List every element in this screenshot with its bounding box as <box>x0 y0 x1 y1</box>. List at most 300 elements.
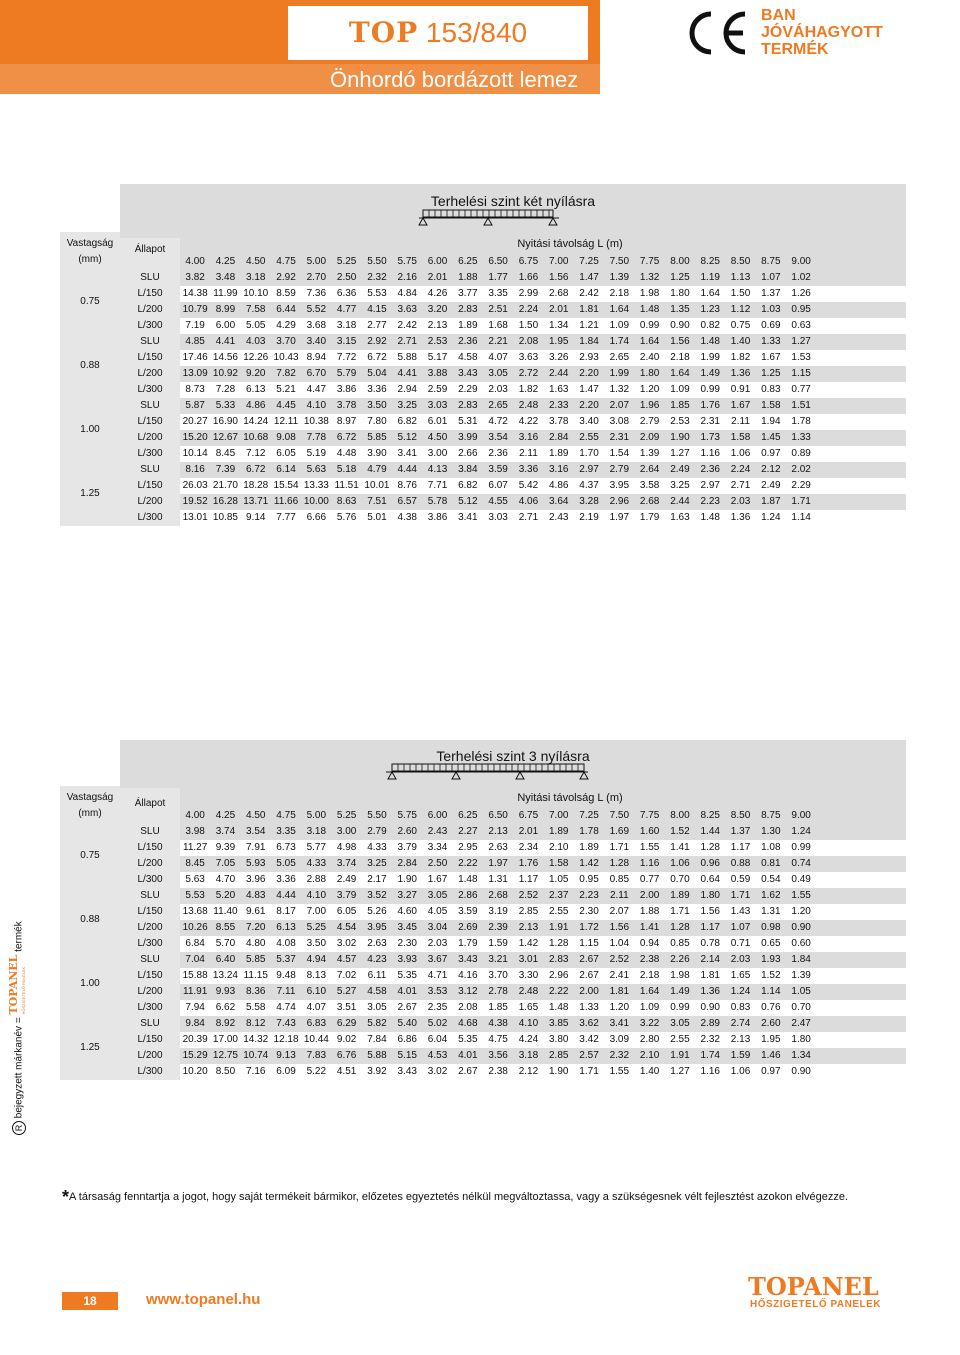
value-cell: 3.26 <box>549 352 569 363</box>
value-cell: 5.04 <box>367 368 387 379</box>
value-cell: 1.24 <box>761 512 781 523</box>
value-cell: 2.93 <box>579 352 599 363</box>
value-cell: 6.72 <box>336 432 357 443</box>
value-cell: 2.36 <box>458 336 478 347</box>
value-cell: 11.40 <box>213 906 238 917</box>
value-cell: 1.81 <box>609 986 630 997</box>
value-cell: 4.70 <box>215 874 236 885</box>
value-cell: 1.44 <box>700 826 720 837</box>
value-cell: 2.96 <box>549 970 569 981</box>
value-cell: 2.47 <box>791 1018 811 1029</box>
value-cell: 2.53 <box>670 416 690 427</box>
value-cell: 1.59 <box>730 1050 751 1061</box>
value-cell: 3.50 <box>306 938 327 949</box>
value-cell: 2.63 <box>367 938 387 949</box>
value-cell: 12.18 <box>273 1034 299 1045</box>
value-cell: 10.00 <box>303 496 329 507</box>
value-cell: 6.13 <box>246 384 266 395</box>
value-cell: 6.70 <box>306 368 327 379</box>
state-cell: L/150 <box>137 970 163 981</box>
value-cell: 4.26 <box>427 288 448 299</box>
value-cell: 7.83 <box>306 1050 327 1061</box>
value-cell: 1.06 <box>670 858 690 869</box>
value-cell: 2.19 <box>579 512 599 523</box>
value-cell: 3.18 <box>246 272 266 283</box>
value-cell: 1.63 <box>670 512 690 523</box>
value-cell: 1.40 <box>730 336 751 347</box>
value-cell: 0.65 <box>761 938 781 949</box>
state-cell: L/200 <box>137 432 163 443</box>
state-cell: L/150 <box>137 1034 163 1045</box>
span-value-cell: 8.00 <box>670 256 690 267</box>
value-cell: 2.23 <box>700 496 720 507</box>
product-title <box>288 6 588 60</box>
thickness-value: 1.00 <box>80 978 100 989</box>
value-cell: 1.09 <box>639 1002 660 1013</box>
value-cell: 5.58 <box>246 1002 266 1013</box>
value-cell: 1.17 <box>518 874 539 885</box>
value-cell: 0.71 <box>730 938 751 949</box>
span-value-cell: 6.75 <box>518 810 539 821</box>
value-cell: 2.44 <box>670 496 690 507</box>
value-cell: 3.09 <box>609 1034 630 1045</box>
value-cell: 3.43 <box>458 368 478 379</box>
value-cell: 1.80 <box>700 890 720 901</box>
value-cell: 1.28 <box>549 938 569 949</box>
value-cell: 9.08 <box>276 432 296 443</box>
value-cell: 4.48 <box>336 448 357 459</box>
value-cell: 2.48 <box>518 986 539 997</box>
value-cell: 5.63 <box>306 464 327 475</box>
value-cell: 4.44 <box>397 464 417 475</box>
value-cell: 7.84 <box>367 1034 387 1045</box>
value-cell: 7.94 <box>185 1002 205 1013</box>
value-cell: 1.63 <box>549 384 569 395</box>
value-cell: 3.48 <box>215 272 236 283</box>
value-cell: 3.27 <box>397 890 417 901</box>
value-cell: 3.82 <box>185 272 205 283</box>
span-value-cell: 4.00 <box>185 256 205 267</box>
span-value-cell: 6.50 <box>488 256 508 267</box>
value-cell: 10.20 <box>182 1066 208 1077</box>
value-cell: 4.05 <box>427 906 448 917</box>
value-cell: 1.15 <box>791 368 811 379</box>
value-cell: 5.25 <box>306 922 327 933</box>
value-cell: 4.08 <box>276 938 296 949</box>
value-cell: 1.89 <box>458 320 478 331</box>
value-cell: 2.29 <box>791 480 811 491</box>
value-cell: 0.60 <box>791 938 811 949</box>
value-cell: 21.70 <box>212 480 238 491</box>
value-cell: 2.35 <box>427 1002 448 1013</box>
value-cell: 1.99 <box>700 352 720 363</box>
value-cell: 1.55 <box>609 1066 630 1077</box>
disclaimer-footnote <box>62 1187 912 1207</box>
value-cell: 0.90 <box>670 320 690 331</box>
value-cell: 2.89 <box>700 1018 720 1029</box>
value-cell: 5.17 <box>427 352 448 363</box>
value-cell: 5.22 <box>306 1066 327 1077</box>
value-cell: 1.88 <box>458 272 478 283</box>
value-cell: 17.46 <box>182 352 208 363</box>
value-cell: 1.48 <box>639 304 660 315</box>
value-cell: 3.80 <box>549 1034 569 1045</box>
value-cell: 1.87 <box>761 496 781 507</box>
value-cell: 1.20 <box>639 384 660 395</box>
value-cell: 11.15 <box>243 970 268 981</box>
value-cell: 5.63 <box>185 874 205 885</box>
value-cell: 1.31 <box>488 874 508 885</box>
span-value-cell: 4.25 <box>215 256 236 267</box>
value-cell: 2.67 <box>397 1002 417 1013</box>
value-cell: 2.13 <box>488 826 508 837</box>
value-cell: 2.92 <box>367 336 387 347</box>
span-value-cell: 5.00 <box>306 810 327 821</box>
value-cell: 3.16 <box>549 464 569 475</box>
value-cell: 1.74 <box>700 1050 720 1061</box>
badge-line-3: TERMÉK <box>761 41 829 58</box>
value-cell: 5.42 <box>518 480 539 491</box>
value-cell: 1.76 <box>518 858 539 869</box>
value-cell: 5.93 <box>246 858 266 869</box>
value-cell: 5.20 <box>215 890 236 901</box>
value-cell: 1.20 <box>609 1002 630 1013</box>
value-cell: 13.71 <box>243 496 269 507</box>
value-cell: 1.74 <box>609 336 630 347</box>
value-cell: 1.76 <box>700 400 720 411</box>
value-cell: 2.50 <box>336 272 357 283</box>
value-cell: 5.78 <box>427 496 448 507</box>
value-cell: 0.85 <box>670 938 690 949</box>
value-cell: 0.70 <box>791 1002 811 1013</box>
value-cell: 1.39 <box>609 272 630 283</box>
thickness-value: 0.75 <box>80 296 100 307</box>
value-cell: 7.43 <box>276 1018 296 1029</box>
footnote-star: * <box>62 1187 70 1207</box>
value-cell: 4.94 <box>306 954 327 965</box>
value-cell: 8.17 <box>276 906 296 917</box>
value-cell: 2.24 <box>518 304 539 315</box>
value-cell: 1.71 <box>609 842 630 853</box>
value-cell: 0.99 <box>670 1002 690 1013</box>
span-value-cell: 6.00 <box>427 810 448 821</box>
value-cell: 2.50 <box>427 858 448 869</box>
span-value-cell: 4.75 <box>276 256 296 267</box>
value-cell: 1.27 <box>670 1066 690 1077</box>
span-value-cell: 6.75 <box>518 256 539 267</box>
value-cell: 1.82 <box>730 352 751 363</box>
value-cell: 1.05 <box>549 874 569 885</box>
value-cell: 6.05 <box>336 906 357 917</box>
value-cell: 1.85 <box>670 400 690 411</box>
value-cell: 1.56 <box>700 906 720 917</box>
value-cell: 1.36 <box>730 512 751 523</box>
value-cell: 15.54 <box>273 480 299 491</box>
value-cell: 6.07 <box>488 480 508 491</box>
state-cell: L/150 <box>137 352 163 363</box>
value-cell: 2.88 <box>306 874 327 885</box>
value-cell: 0.97 <box>761 1066 781 1077</box>
value-cell: 5.35 <box>397 970 417 981</box>
value-cell: 4.07 <box>306 1002 327 1013</box>
value-cell: 4.10 <box>306 890 327 901</box>
value-cell: 2.68 <box>639 496 660 507</box>
value-cell: 19.52 <box>182 496 208 507</box>
span-value-cell: 7.50 <box>609 256 630 267</box>
state-cell: L/300 <box>137 1066 163 1077</box>
value-cell: 2.12 <box>761 464 781 475</box>
value-cell: 7.16 <box>246 1066 266 1077</box>
value-cell: 3.25 <box>397 400 417 411</box>
value-cell: 2.79 <box>609 464 630 475</box>
span-value-cell: 5.25 <box>336 810 357 821</box>
value-cell: 1.71 <box>670 906 690 917</box>
value-cell: 2.17 <box>367 874 387 885</box>
state-cell: L/200 <box>137 304 163 315</box>
value-cell: 1.97 <box>609 512 630 523</box>
value-cell: 5.70 <box>215 938 236 949</box>
value-cell: 2.39 <box>488 922 508 933</box>
value-cell: 3.34 <box>427 842 448 853</box>
value-cell: 2.08 <box>458 1002 478 1013</box>
value-cell: 2.49 <box>761 480 781 491</box>
value-cell: 8.97 <box>336 416 357 427</box>
value-cell: 1.39 <box>791 970 811 981</box>
value-cell: 1.45 <box>761 432 781 443</box>
value-cell: 7.11 <box>276 986 296 997</box>
website-link[interactable]: www.topanel.hu <box>146 1291 261 1308</box>
value-cell: 1.36 <box>730 368 751 379</box>
value-cell: 4.85 <box>185 336 205 347</box>
state-cell: SLU <box>140 400 160 411</box>
value-cell: 3.70 <box>488 970 508 981</box>
value-cell: 3.54 <box>488 432 508 443</box>
value-cell: 1.47 <box>579 272 599 283</box>
value-cell: 3.63 <box>518 352 539 363</box>
value-cell: 2.29 <box>458 384 478 395</box>
value-cell: 3.15 <box>336 336 357 347</box>
value-cell: 1.55 <box>791 890 811 901</box>
product-model: 153/840 <box>418 17 528 48</box>
span-value-cell: 8.75 <box>761 256 781 267</box>
value-cell: 1.46 <box>761 1050 781 1061</box>
value-cell: 13.33 <box>303 480 329 491</box>
value-cell: 2.55 <box>670 1034 690 1045</box>
value-cell: 0.95 <box>579 874 599 885</box>
value-cell: 2.53 <box>427 336 448 347</box>
value-cell: 3.70 <box>276 336 296 347</box>
value-cell: 1.80 <box>670 288 690 299</box>
span-value-cell: 5.00 <box>306 256 327 267</box>
value-cell: 1.08 <box>761 842 781 853</box>
value-cell: 1.70 <box>579 448 599 459</box>
value-cell: 2.18 <box>609 288 630 299</box>
value-cell: 2.23 <box>579 890 599 901</box>
value-cell: 6.73 <box>276 842 296 853</box>
value-cell: 5.15 <box>397 1050 417 1061</box>
value-cell: 8.59 <box>276 288 296 299</box>
value-cell: 3.90 <box>367 448 387 459</box>
value-cell: 4.71 <box>427 970 448 981</box>
value-cell: 1.20 <box>791 906 811 917</box>
value-cell: 4.16 <box>458 970 478 981</box>
value-cell: 3.62 <box>579 1018 599 1029</box>
badge-line-1: BAN <box>761 7 796 24</box>
value-cell: 4.45 <box>276 400 296 411</box>
value-cell: 10.74 <box>243 1050 269 1061</box>
value-cell: 5.87 <box>185 400 205 411</box>
value-cell: 1.50 <box>730 288 751 299</box>
value-cell: 2.84 <box>549 432 569 443</box>
value-cell: 2.80 <box>639 1034 660 1045</box>
value-cell: 3.58 <box>639 480 660 491</box>
value-cell: 1.16 <box>639 858 660 869</box>
value-cell: 1.21 <box>579 320 599 331</box>
value-cell: 3.08 <box>609 416 630 427</box>
value-cell: 2.00 <box>579 986 599 997</box>
value-cell: 4.86 <box>549 480 569 491</box>
value-cell: 1.81 <box>700 970 720 981</box>
value-cell: 2.27 <box>458 826 478 837</box>
value-cell: 0.88 <box>730 858 751 869</box>
value-cell: 5.53 <box>185 890 205 901</box>
value-cell: 8.36 <box>246 986 266 997</box>
value-cell: 11.51 <box>334 480 359 491</box>
value-cell: 6.11 <box>367 970 387 981</box>
value-cell: 2.99 <box>518 288 539 299</box>
value-cell: 5.82 <box>367 1018 387 1029</box>
value-cell: 1.41 <box>670 842 690 853</box>
value-cell: 4.74 <box>276 1002 296 1013</box>
span-value-cell: 7.50 <box>609 810 630 821</box>
value-cell: 6.84 <box>185 938 205 949</box>
value-cell: 1.78 <box>791 416 811 427</box>
state-header: Állapot <box>134 244 166 255</box>
value-cell: 20.39 <box>182 1034 208 1045</box>
span-value-cell: 8.50 <box>730 256 751 267</box>
value-cell: 1.55 <box>639 842 660 853</box>
value-cell: 4.55 <box>488 496 508 507</box>
value-cell: 2.03 <box>730 954 751 965</box>
value-cell: 4.79 <box>367 464 387 475</box>
value-cell: 6.10 <box>306 986 327 997</box>
state-cell: L/300 <box>137 874 163 885</box>
span-value-cell: 6.50 <box>488 810 508 821</box>
value-cell: 1.36 <box>700 986 720 997</box>
value-cell: 0.95 <box>791 304 811 315</box>
value-cell: 12.67 <box>212 432 238 443</box>
value-cell: 26.03 <box>182 480 208 491</box>
value-cell: 2.78 <box>488 986 508 997</box>
value-cell: 3.18 <box>518 1050 539 1061</box>
value-cell: 4.86 <box>246 400 266 411</box>
value-cell: 1.28 <box>670 922 690 933</box>
value-cell: 1.71 <box>730 890 751 901</box>
value-cell: 3.88 <box>427 368 448 379</box>
value-cell: 8.92 <box>215 1018 236 1029</box>
thickness-value: 0.75 <box>80 850 100 861</box>
value-cell: 0.75 <box>730 320 751 331</box>
value-cell: 2.16 <box>397 272 417 283</box>
value-cell: 2.01 <box>549 304 569 315</box>
value-cell: 1.95 <box>549 336 569 347</box>
value-cell: 3.45 <box>397 922 417 933</box>
value-cell: 1.96 <box>639 400 660 411</box>
value-cell: 1.41 <box>639 922 660 933</box>
value-cell: 1.17 <box>730 842 751 853</box>
value-cell: 2.67 <box>458 1066 478 1077</box>
value-cell: 0.49 <box>791 874 811 885</box>
value-cell: 2.18 <box>639 970 660 981</box>
value-cell: 0.77 <box>639 874 660 885</box>
value-cell: 4.57 <box>336 954 357 965</box>
value-cell: 1.28 <box>700 842 720 853</box>
value-cell: 2.00 <box>639 890 660 901</box>
state-cell: L/150 <box>137 480 163 491</box>
state-cell: SLU <box>140 464 160 475</box>
span-value-cell: 9.00 <box>791 810 811 821</box>
state-cell: L/300 <box>137 1002 163 1013</box>
span-value-cell: 5.50 <box>367 810 387 821</box>
value-cell: 1.06 <box>730 1066 751 1077</box>
value-cell: 7.82 <box>276 368 296 379</box>
value-cell: 3.00 <box>336 826 357 837</box>
state-cell: SLU <box>140 890 160 901</box>
value-cell: 2.71 <box>397 336 417 347</box>
value-cell: 5.02 <box>427 1018 448 1029</box>
value-cell: 1.84 <box>791 954 811 965</box>
value-cell: 9.13 <box>276 1050 296 1061</box>
value-cell: 10.01 <box>364 480 390 491</box>
value-cell: 1.25 <box>670 272 690 283</box>
value-cell: 7.12 <box>246 448 266 459</box>
value-cell: 15.29 <box>182 1050 208 1061</box>
value-cell: 2.18 <box>670 352 690 363</box>
value-cell: 1.42 <box>518 938 539 949</box>
logo-word: TOPANEL <box>748 1272 879 1301</box>
trademark-text <box>7 921 28 1135</box>
state-cell: L/200 <box>137 922 163 933</box>
value-cell: 4.22 <box>518 416 539 427</box>
value-cell: 1.80 <box>639 368 660 379</box>
value-cell: 5.27 <box>336 986 357 997</box>
value-cell: 5.01 <box>367 512 387 523</box>
table2-title: Terhelési szint 3 nyílásra <box>436 748 590 764</box>
topanel-logo <box>748 1272 888 1312</box>
value-cell: 2.31 <box>609 432 630 443</box>
value-cell: 2.22 <box>549 986 569 997</box>
value-cell: 1.54 <box>609 448 630 459</box>
value-cell: 2.13 <box>518 922 539 933</box>
value-cell: 4.54 <box>336 922 357 933</box>
value-cell: 6.29 <box>336 1018 357 1029</box>
value-cell: 1.31 <box>761 906 781 917</box>
value-cell: 1.51 <box>791 400 811 411</box>
value-cell: 1.27 <box>791 336 811 347</box>
value-cell: 3.30 <box>518 970 539 981</box>
value-cell: 2.59 <box>427 384 448 395</box>
state-cell: L/200 <box>137 368 163 379</box>
approved-product-badge <box>761 7 883 58</box>
value-cell: 3.77 <box>458 288 478 299</box>
value-cell: 2.10 <box>549 842 569 853</box>
value-cell: 9.93 <box>215 986 236 997</box>
value-cell: 1.58 <box>549 858 569 869</box>
value-cell: 9.84 <box>185 1018 205 1029</box>
value-cell: 4.03 <box>246 336 266 347</box>
value-cell: 2.79 <box>367 826 387 837</box>
trademark-prefix: bejegyzett márkanév = <box>13 1014 25 1119</box>
